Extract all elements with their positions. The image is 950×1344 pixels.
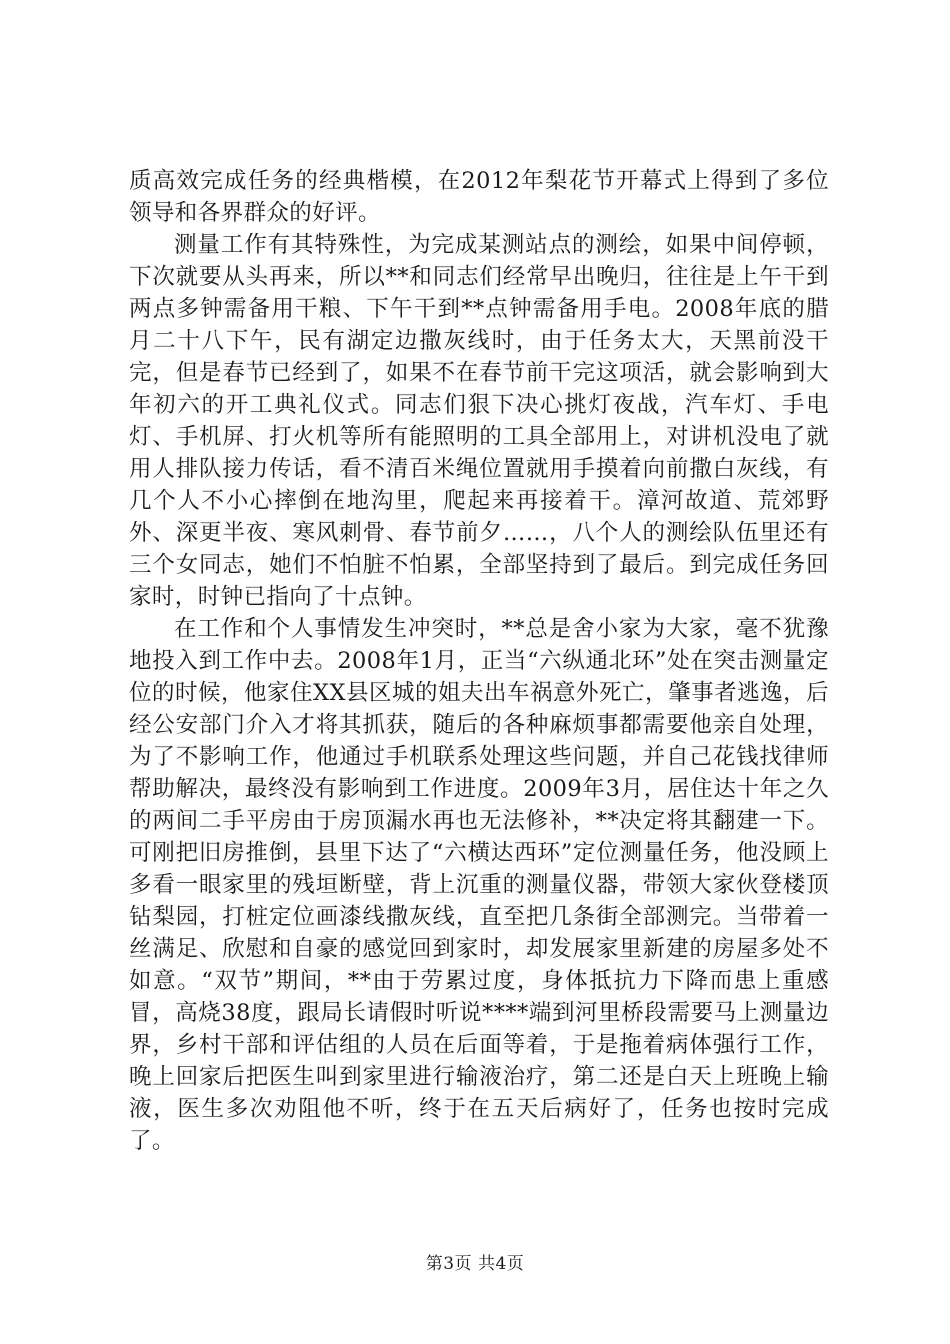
document-body: [129, 165, 829, 1157]
paragraph-survey-work: 测量工作有其特殊性，为完成某测站点的测绘，如果中间停顿，下次就要从头再来，所以**和同志们经常早出晚归，往往是上午干到两点多钟需备用干粮、下午干到**点钟需备用手电。2008年底的腊月二十八下午，民有湖定边撒灰线时，由于任务太大，天黑前没干完，但是春节已经到了，如果不在春节前干完这项活，就会影响到大年初六的开工典礼仪式。同志们狠下决心挑灯夜战，汽车灯、手电灯、手机屏、打火机等所有能照明的工具全部用上，对讲机没电了就用人排队接力传话，看不清百米绳位置就用手摸着向前撒白灰线，有几个人不小心摔倒在地沟里，爬起来再接着干。漳河故道、荒郊野外、深更半夜、寒风刺骨、春节前夕……，八个人的测绘队伍里还有三个女同志，她们不怕脏不怕累，全部坚持到了最后。到完成任务回家时，时钟已指向了十点钟。: [129, 232, 829, 610]
paragraph-continuation: 质高效完成任务的经典楷模，在2012年梨花节开幕式上得到了多位领导和各界群众的好评。: [129, 168, 829, 226]
paragraph-personal-conflict: 在工作和个人事情发生冲突时，**总是舍小家为大家，毫不犹豫地投入到工作中去。2008年1月，正当“六纵通北环”处在突击测量定位的时候，他家住XX县区城的姐夫出车祸意外死亡，肇事者逃逸，后经公安部门介入才将其抓获，随后的各种麻烦事都需要他亲自处理，为了不影响工作，他通过手机联系处理这些问题，并自己花钱找律师帮助解决，最终没有影响到工作进度。2009年3月，居住达十年之久的两间二手平房由于房顶漏水再也无法修补，**决定将其翻建一下。可刚把旧房推倒，县里下达了“六横达西环”定位测量任务，他没顾上多看一眼家里的残垣断壁，背上沉重的测量仪器，带领大家伙登楼顶钻梨园，打桩定位画漆线撒灰线，直至把几条街全部测完。当带着一丝满足、欣慰和自豪的感觉回到家时，却发展家里新建的房屋多处不如意。“双节”期间，**由于劳累过度，身体抵抗力下降而患上重感冒，高烧38度，跟局长请假时听说****端到河里桥段需要马上测量边界，乡村干部和评估组的人员在后面等着，于是拖着病体强行工作，晚上回家后把医生叫到家里进行输液治疗，第二还是白天上班晚上输液，医生多次劝阻他不听，终于在五天后病好了，任务也按时完成了。: [129, 616, 829, 1154]
page-footer: 第3页 共4页: [425, 1254, 525, 1274]
